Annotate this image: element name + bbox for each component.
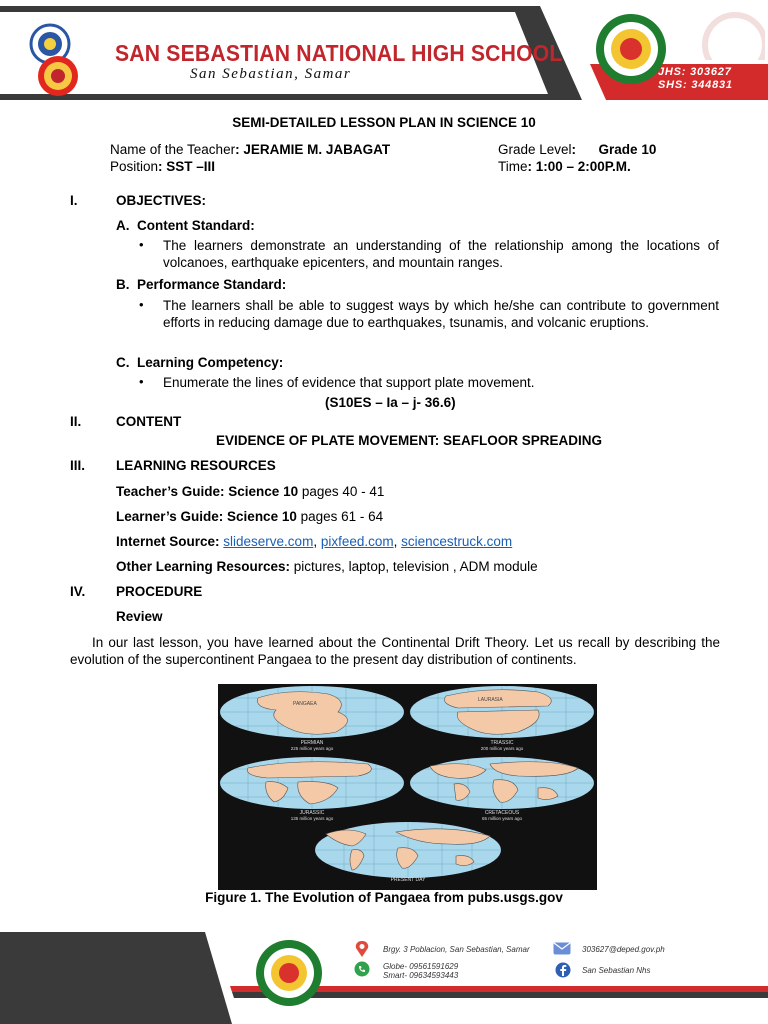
- competency-code: (S10ES – Ia – j- 36.6): [325, 395, 456, 410]
- review-heading: Review: [116, 609, 163, 624]
- grade-line: [498, 141, 656, 159]
- map-panel-jurassic: [218, 754, 408, 821]
- email-icon: [553, 942, 571, 955]
- map-panel-present: [314, 822, 504, 883]
- time-value: : 1:00 – 2:00P.M.: [527, 159, 631, 174]
- teacher-value: : JERAMIE M. JABAGAT: [235, 142, 391, 157]
- location-pin-icon: [354, 940, 370, 958]
- pangaea-label: PANGAEA: [293, 701, 317, 707]
- performance-standard-text: The learners shall be able to suggest ways by which he/she can contribute to government efforts in reducing damage due to earthquakes, tsunamis, and volcanic eruptions.: [163, 298, 719, 330]
- content-standard-label: A. Content Standard:: [116, 218, 255, 233]
- phone-icon: [354, 961, 370, 977]
- watermark-seal-icon: [680, 10, 765, 60]
- section-4-title: PROCEDURE: [116, 584, 203, 599]
- link-separator: ,: [313, 534, 321, 549]
- footer-email: 303627@deped.gov.ph: [582, 945, 665, 954]
- grade-label: Grade Level: [498, 142, 572, 157]
- time-label: Time: [498, 159, 528, 174]
- other-resources-line: [116, 558, 538, 576]
- time-line: [498, 158, 631, 176]
- section-1-number: I.: [70, 193, 78, 208]
- footer-school-seal-icon: [254, 938, 324, 1008]
- panel-sub: 225 million years ago: [290, 746, 334, 751]
- bullet-icon: •: [139, 297, 144, 312]
- panel-sub: 65 million years ago: [481, 816, 523, 821]
- map-panel-cretaceous: [408, 754, 597, 821]
- facebook-icon: [555, 962, 571, 978]
- section-2-title: CONTENT: [116, 414, 182, 429]
- teachers-guide-label: Teacher’s Guide: Science 10: [116, 484, 299, 499]
- school-name: SAN SEBASTIAN NATIONAL HIGH SCHOOL: [115, 40, 563, 66]
- teachers-guide-line: [116, 483, 384, 501]
- other-resources-value: pictures, laptop, television , ADM module: [290, 559, 538, 574]
- panel-label: JURASSIC: [299, 810, 325, 816]
- shs-code: SHS: 344831: [658, 79, 733, 91]
- learners-guide-pages: pages 61 - 64: [296, 509, 384, 524]
- position-label: Position: [110, 159, 159, 174]
- footer-facebook: San Sebastian Nhs: [582, 966, 651, 975]
- link-separator: ,: [393, 534, 402, 549]
- panel-label: TRIASSIC: [490, 740, 514, 746]
- panel-label: CRETACEOUS: [484, 810, 520, 816]
- laurasia-label: LAURASIA: [478, 697, 503, 703]
- content-standard-text: The learners demonstrate an understanding of the relationship among the locations of volcanoes, earthquake epicenters, and mountain ranges.: [163, 238, 719, 270]
- panel-sub: 135 million years ago: [290, 816, 334, 821]
- figure-caption: Figure 1. The Evolution of Pangaea from pubs.usgs.gov: [205, 890, 563, 905]
- position-line: [110, 158, 215, 176]
- map-panel-triassic: [408, 684, 597, 751]
- school-seal-icon: [594, 12, 668, 86]
- grade-value: : Grade 10: [571, 142, 657, 157]
- section-2-number: II.: [70, 414, 82, 429]
- link-pixfeed[interactable]: pixfeed.com: [320, 534, 394, 549]
- footer-globe: Globe- 09561591629: [383, 962, 459, 971]
- section-3-number: III.: [70, 458, 86, 473]
- other-resources-label: Other Learning Resources:: [116, 559, 291, 574]
- learners-guide-line: [116, 508, 383, 526]
- internet-source-line: [116, 533, 512, 551]
- panel-label: PRESENT DAY: [390, 877, 426, 883]
- link-sciencestruck[interactable]: sciencestruck.com: [401, 534, 513, 549]
- review-paragraph: In our last lesson, you have learned about the Continental Drift Theory. Let us recall by describing the evolution of the supercontinent Pangaea to the present day distribution of continents.: [70, 635, 720, 667]
- position-value: : SST –III: [158, 159, 216, 174]
- map-panel-permian: [218, 684, 408, 751]
- panel-label: PERMIAN: [300, 740, 324, 746]
- bullet-icon: •: [139, 237, 144, 252]
- learners-guide-label: Learner’s Guide: [116, 509, 219, 524]
- performance-standard-label: B. Performance Standard:: [116, 277, 287, 292]
- section-3-title: LEARNING RESOURCES: [116, 458, 276, 473]
- learners-guide-subject: : Science 10: [218, 509, 297, 524]
- footer-address: Brgy. 3 Poblacion, San Sebastian, Samar: [383, 945, 530, 954]
- learning-competency-text: Enumerate the lines of evidence that support plate movement.: [163, 375, 535, 390]
- learning-competency-label: C. Learning Competency:: [116, 355, 284, 370]
- pangaea-maps-image: [218, 684, 597, 890]
- document-title: SEMI-DETAILED LESSON PLAN IN SCIENCE 10: [232, 115, 536, 130]
- teacher-label: Name of the Teacher: [110, 142, 236, 157]
- footer-smart: Smart- 09634593443: [383, 971, 459, 980]
- content-topic: EVIDENCE OF PLATE MOVEMENT: SEAFLOOR SPREADING: [216, 433, 603, 448]
- teachers-guide-pages: pages 40 - 41: [298, 484, 385, 499]
- jhs-code: JHS: 303627: [658, 66, 732, 78]
- internet-source-label: Internet Source:: [116, 534, 224, 549]
- section-4-number: IV.: [70, 584, 86, 599]
- section-1-title: OBJECTIVES:: [116, 193, 207, 208]
- school-codes: [658, 66, 733, 92]
- link-slideserve[interactable]: slideserve.com: [223, 534, 314, 549]
- teacher-line: [110, 141, 390, 159]
- panel-sub: 200 million years ago: [480, 746, 524, 751]
- school-town: San Sebastian, Samar: [190, 66, 352, 82]
- bullet-icon: •: [139, 374, 144, 389]
- deped-seal-icon: [18, 22, 82, 102]
- pangaea-figure: [218, 684, 597, 890]
